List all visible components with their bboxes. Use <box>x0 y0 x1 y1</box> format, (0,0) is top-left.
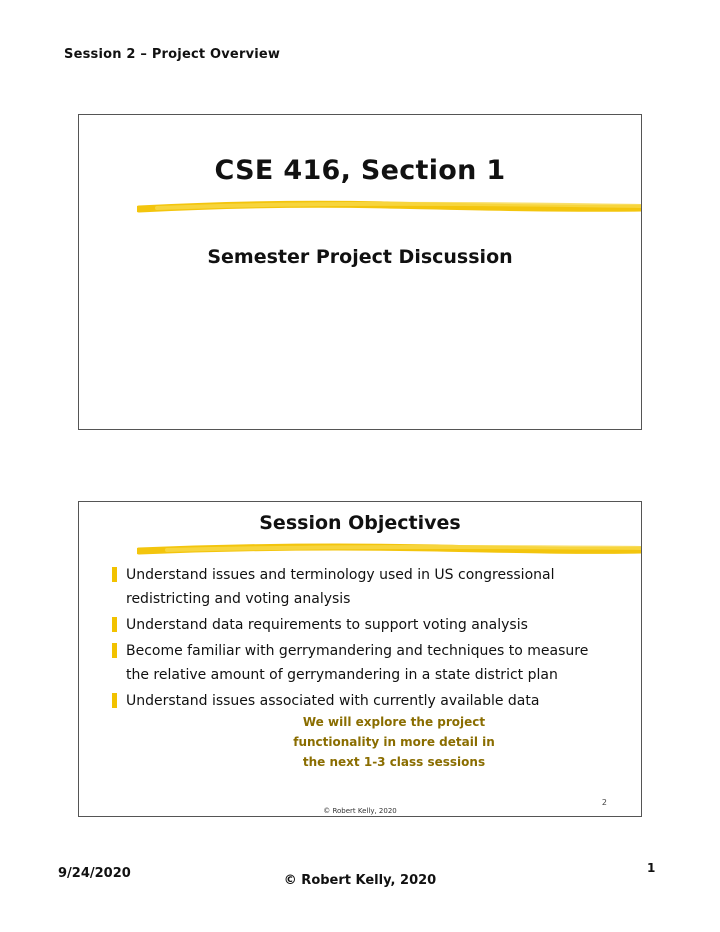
list-item <box>112 689 612 713</box>
list-item <box>112 563 612 611</box>
note-line: functionality in more detail in <box>293 735 495 749</box>
page-number: 1 <box>647 861 656 875</box>
page-header: Session 2 – Project Overview <box>64 47 281 62</box>
bullet-text: Become familiar with gerrymandering and techniques to measure the relative amount of gerrymandering in a state district plan <box>126 643 589 683</box>
highlight-stroke <box>137 199 642 217</box>
bullet-marker-icon <box>112 567 117 582</box>
list-item <box>112 613 612 637</box>
slide-2 <box>78 501 642 817</box>
objectives-list <box>112 563 612 715</box>
slide-1-title: CSE 416, Section 1 <box>214 155 506 186</box>
note-text <box>289 712 499 772</box>
bullet-text: Understand issues and terminology used in US congressional redistricting and voting analysis <box>126 567 555 607</box>
list-item <box>112 639 612 687</box>
slide-2-title: Session Objectives <box>259 512 461 534</box>
bullet-marker-icon <box>112 693 117 708</box>
note-line: We will explore the project <box>302 715 486 729</box>
slide-copyright: © Robert Kelly, 2020 <box>323 807 397 815</box>
footer-date: 9/24/2020 <box>58 866 131 881</box>
slide-number: 2 <box>601 798 607 807</box>
highlight-stroke <box>137 542 642 558</box>
bullet-marker-icon <box>112 617 117 632</box>
slide-1-subtitle: Semester Project Discussion <box>207 246 513 268</box>
bullet-marker-icon <box>112 643 117 658</box>
bullet-text: Understand data requirements to support voting analysis <box>126 617 528 633</box>
footer-copyright: © Robert Kelly, 2020 <box>283 873 437 888</box>
note-line: the next 1-3 class sessions <box>302 755 486 769</box>
bullet-text: Understand issues associated with currently available data <box>126 693 540 709</box>
slide-1 <box>78 114 642 430</box>
